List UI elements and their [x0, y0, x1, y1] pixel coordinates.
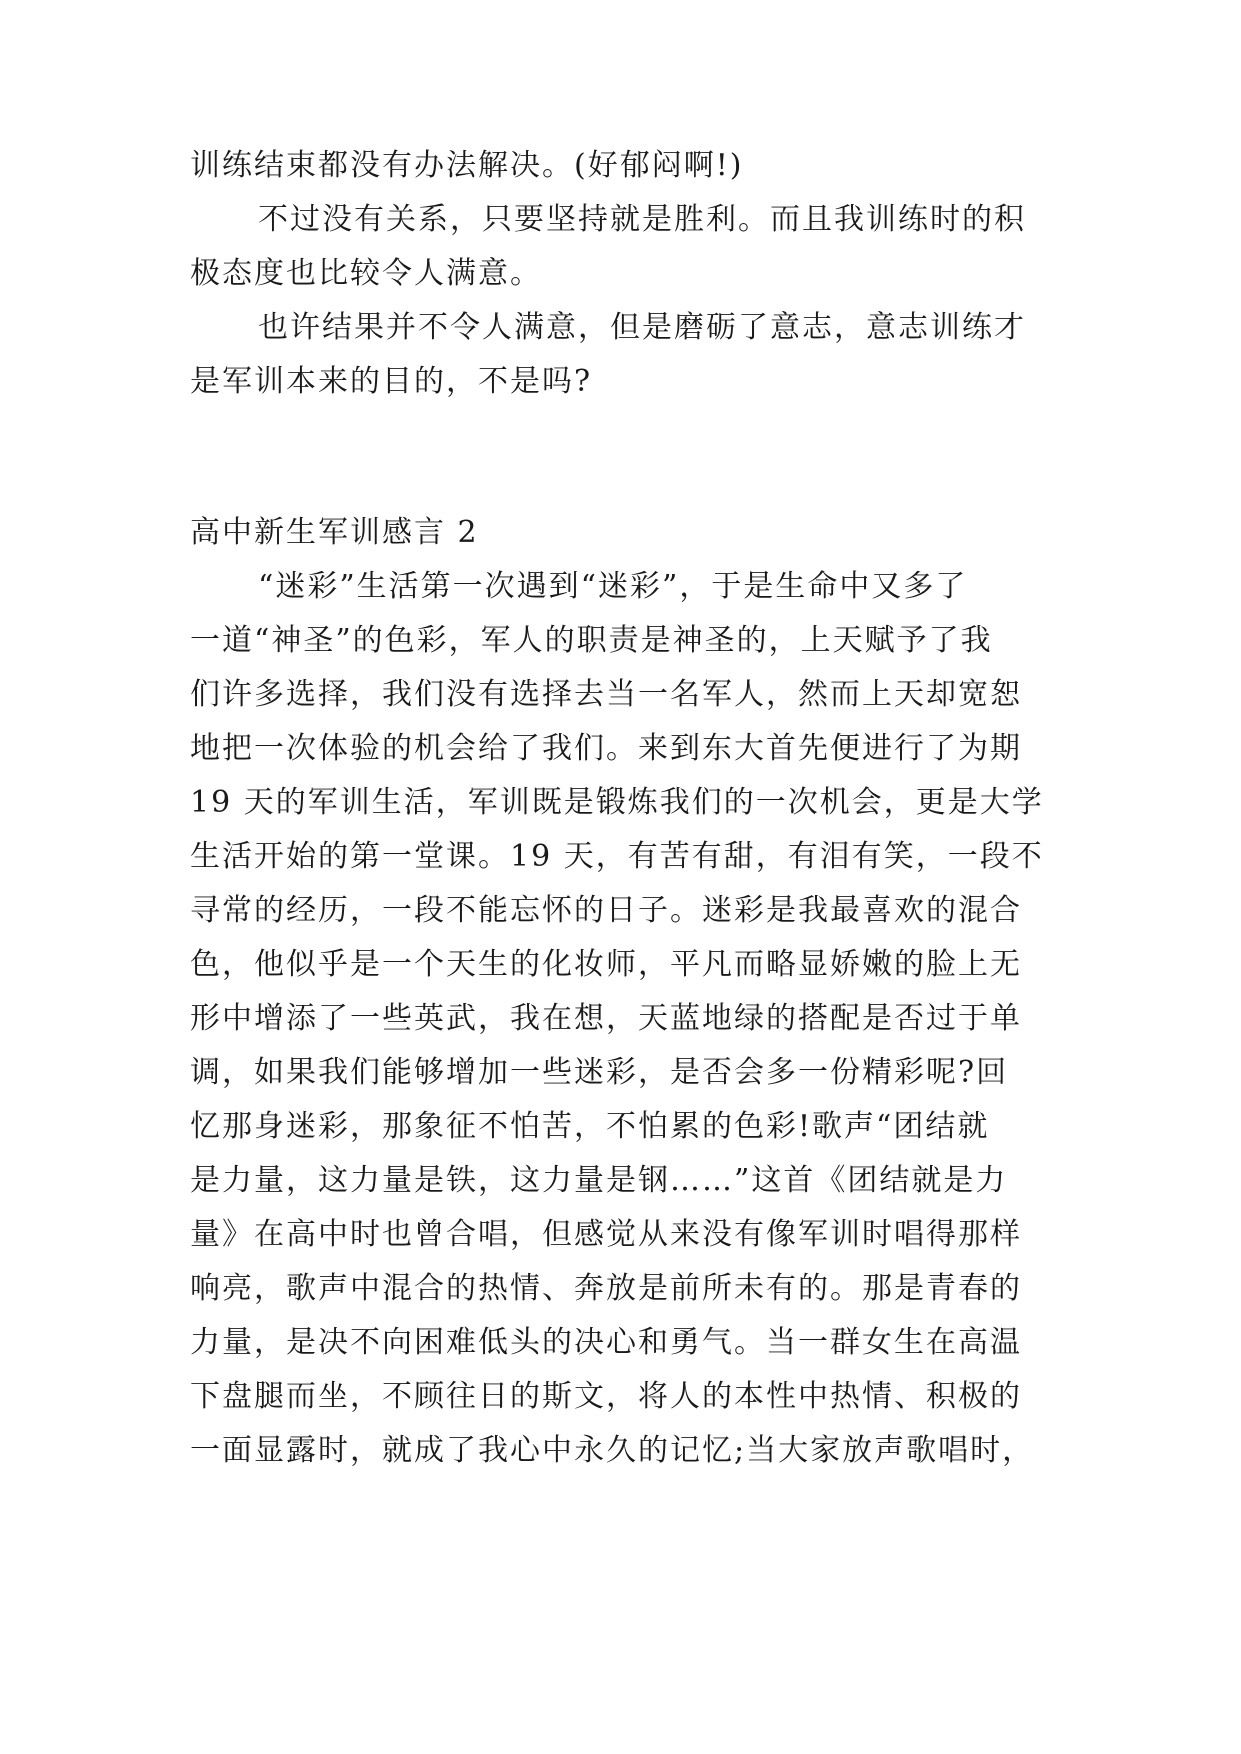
body-line: 响亮，歌声中混合的热情、奔放是前所未有的。那是青春的	[190, 1271, 1022, 1306]
body-line: 们许多选择，我们没有选择去当一名军人，然而上天却宽恕	[190, 677, 1022, 712]
body-line: 一道“神圣”的色彩，军人的职责是神圣的，上天赋予了我	[190, 623, 993, 658]
body-line: 是军训本来的目的，不是吗?	[190, 364, 593, 399]
body-line: 忆那身迷彩，那象征不怕苦，不怕累的色彩!歌声“团结就	[190, 1109, 990, 1144]
body-line: 是力量，这力量是铁，这力量是钢……”这首《团结就是力	[190, 1163, 1008, 1198]
body-line: 调，如果我们能够增加一些迷彩，是否会多一份精彩呢?回	[190, 1055, 1009, 1090]
body-line: 力量，是决不向困难低头的决心和勇气。当一群女生在高温	[190, 1325, 1022, 1360]
body-line: 量》在高中时也曾合唱，但感觉从来没有像军训时唱得那样	[190, 1217, 1022, 1252]
body-line: 19 天的军训生活，军训既是锻炼我们的一次机会，更是大学	[190, 785, 1044, 820]
paragraph-first-line: “迷彩”生活第一次遇到“迷彩”，于是生命中又多了	[258, 569, 968, 604]
body-line: 极态度也比较令人满意。	[190, 256, 542, 291]
body-line: 生活开始的第一堂课。19 天，有苦有甜，有泪有笑，一段不	[190, 839, 1044, 874]
body-line: 地把一次体验的机会给了我们。来到东大首先便进行了为期	[190, 731, 1022, 766]
body-line: 色，他似乎是一个天生的化妆师，平凡而略显娇嫩的脸上无	[190, 947, 1022, 982]
body-line: 下盘腿而坐，不顾往日的斯文，将人的本性中热情、积极的	[190, 1379, 1022, 1414]
paragraph-first-line: 也许结果并不令人满意，但是磨砺了意志，意志训练才	[258, 310, 1026, 345]
body-line: 寻常的经历，一段不能忘怀的日子。迷彩是我最喜欢的混合	[190, 893, 1022, 928]
body-line: 一面显露时，就成了我心中永久的记忆;当大家放声歌唱时，	[190, 1433, 1035, 1468]
paragraph-first-line: 不过没有关系，只要坚持就是胜利。而且我训练时的积	[258, 202, 1026, 237]
section-heading: 高中新生军训感言 2	[190, 515, 479, 550]
body-line: 训练结束都没有办法解决。(好郁闷啊!)	[190, 148, 744, 183]
body-line: 形中增添了一些英武，我在想，天蓝地绿的搭配是否过于单	[190, 1001, 1022, 1036]
